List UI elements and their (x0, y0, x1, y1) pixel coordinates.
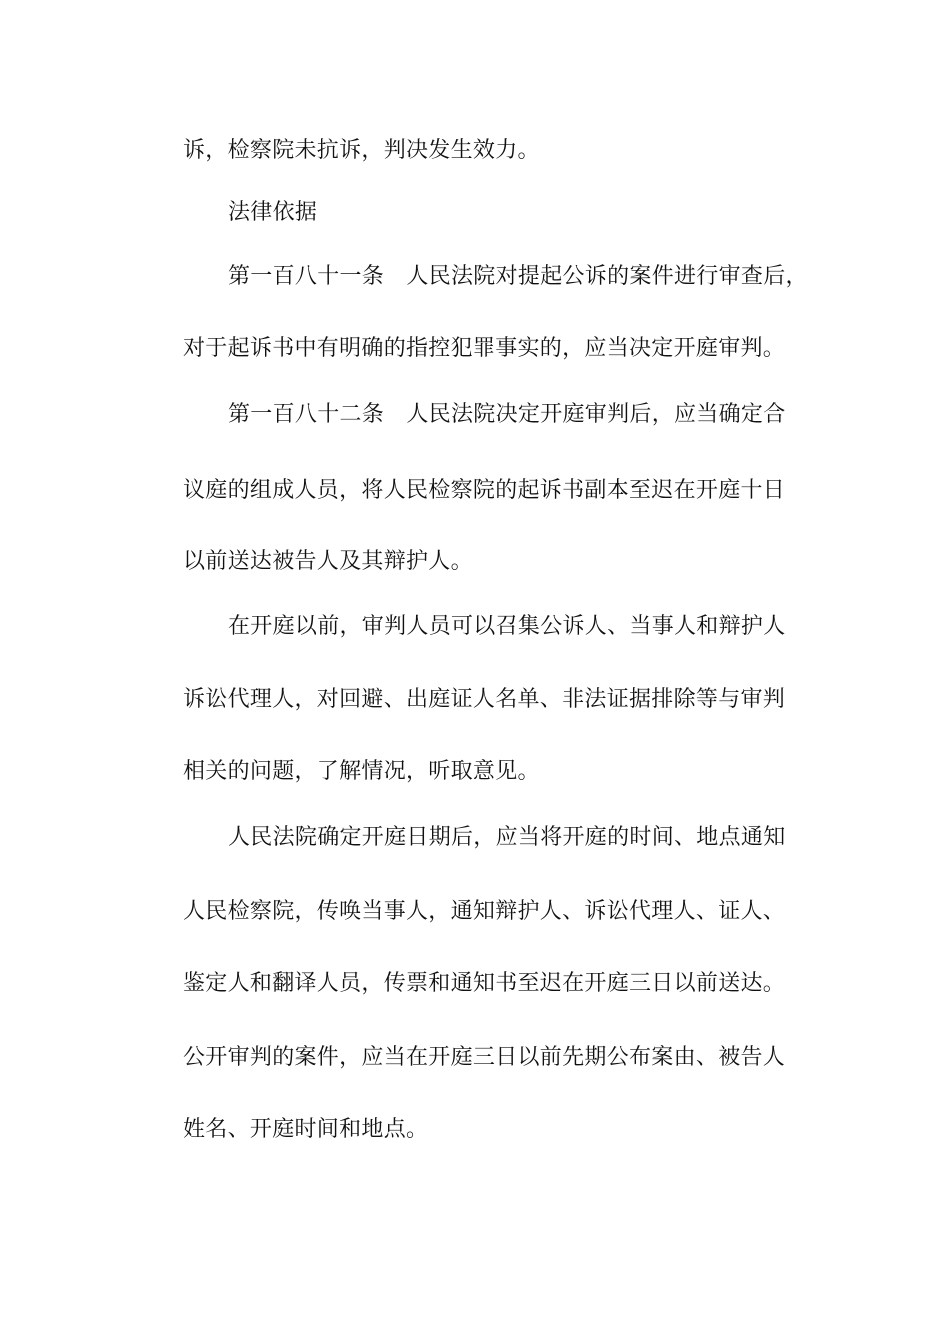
text-line-1: 诉，检察院未抗诉，判决发生效力。 (183, 138, 540, 163)
text-line-pretrial-start: 在开庭以前，审判人员可以召集公诉人、当事人和辩护人 (228, 614, 786, 639)
section-heading-legal-basis: 法律依据 (228, 200, 318, 225)
text-line-article-182-cont: 议庭的组成人员，将人民检察院的起诉书副本至迟在开庭十日 (183, 478, 786, 503)
text-line-article-182-end: 以前送达被告人及其辩护人。 (183, 549, 473, 574)
text-line-pretrial-cont: 诉讼代理人，对回避、出庭证人名单、非法证据排除等与审判 (183, 687, 786, 712)
text-line-article-181-start: 第一百八十一条 人民法院对提起公诉的案件进行审查后， (228, 264, 808, 289)
text-line-public-trial-start: 公开审判的案件，应当在开庭三日以前先期公布案由、被告人 (183, 1045, 786, 1070)
text-line-pretrial-end: 相关的问题，了解情况，听取意见。 (183, 759, 540, 784)
text-line-notice-start: 人民法院确定开庭日期后，应当将开庭的时间、地点通知 (228, 825, 786, 850)
text-line-public-trial-end: 姓名、开庭时间和地点。 (183, 1117, 429, 1142)
text-line-article-181-end: 对于起诉书中有明确的指控犯罪事实的，应当决定开庭审判。 (183, 336, 786, 361)
text-line-article-182-start: 第一百八十二条 人民法院决定开庭审判后，应当确定合 (228, 402, 786, 427)
text-line-notice-cont-1: 人民检察院，传唤当事人，通知辩护人、诉讼代理人、证人、 (183, 899, 786, 924)
text-line-notice-cont-2: 鉴定人和翻译人员，传票和通知书至迟在开庭三日以前送达。 (183, 971, 786, 996)
